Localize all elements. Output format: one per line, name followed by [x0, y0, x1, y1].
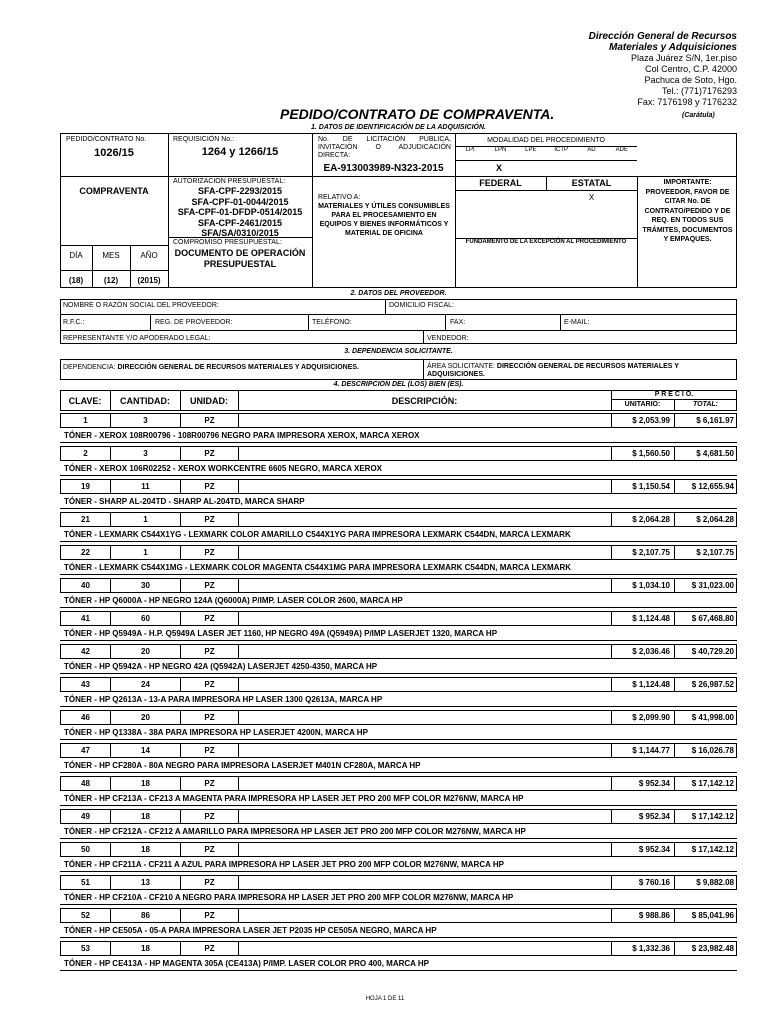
cell-unidad: PZ [181, 645, 239, 658]
cell-blank [239, 777, 612, 790]
modalidad-options [455, 147, 637, 153]
cell-total: $ 4,681.50 [696, 449, 734, 458]
cell-cantidad: 18 [111, 777, 181, 790]
cell-cantidad: 18 [111, 810, 181, 823]
cell-total: $ 26,987.52 [691, 680, 734, 689]
relativo-label: RELATIVO A: [318, 194, 361, 201]
modalidad-ad: AD [587, 147, 596, 153]
header-clave: CLAVE: [68, 396, 102, 406]
cell-clave: 41 [61, 612, 111, 625]
licitacion-number: EA-913003989-N323-2015 [323, 163, 444, 174]
item-description: TÓNER - LEXMARK C544X1MG - LEXMARK COLOR MAGENTA C544X1MG PARA IMPRESORA LEXMARK C544DN, MARCA LEXMARK [64, 563, 572, 572]
table-row [60, 512, 737, 527]
section-3-title: 3. DEPENDENCIA SOLICITANTE. [344, 348, 453, 355]
modalidad-mark: X [496, 163, 503, 173]
cell-unitario: $ 2,064.28 [612, 513, 675, 526]
modalidad-lpe: LPE [525, 147, 537, 153]
cell-clave: 49 [61, 810, 111, 823]
cell-cantidad: 24 [111, 678, 181, 691]
table-row [60, 743, 737, 758]
document-title: PEDIDO/CONTRATO DE COMPRAVENTA. [280, 106, 555, 122]
table-row [60, 677, 737, 692]
compromiso-value: DOCUMENTO DE OPERACIÓN PRESUPUESTAL [174, 248, 306, 269]
cell-clave: 53 [61, 942, 111, 955]
rfc-label: R.F.C.: [63, 319, 85, 326]
cell-unitario: $ 952.34 [612, 810, 675, 823]
cell-unitario: $ 2,053.99 [612, 414, 675, 427]
vendedor-label: VENDEDOR: [427, 335, 469, 342]
item-description: TÓNER - HP Q6000A - HP NEGRO 124A (Q6000A) P/IMP. LASER COLOR 2600, MARCA HP [64, 596, 403, 605]
cell-clave: 43 [61, 678, 111, 691]
cell-cantidad: 13 [111, 876, 181, 889]
cell-blank [239, 414, 612, 427]
modalidad-ictp: ICTP [554, 147, 568, 153]
table-row [60, 908, 737, 923]
cell-cantidad: 11 [111, 480, 181, 493]
cell-blank [239, 711, 612, 724]
requisicion-number: 1264 y 1266/15 [201, 146, 279, 158]
cell-unidad: PZ [181, 447, 239, 460]
table-row [60, 611, 737, 626]
cell-unitario: $ 760.16 [612, 876, 675, 889]
fax: Fax: 7176198 y 7176232 [637, 97, 737, 107]
cell-unitario: $ 2,099.90 [612, 711, 675, 724]
cell-blank [239, 612, 612, 625]
address-line1: Plaza Juárez S/N, 1er.piso [630, 53, 737, 63]
item-description: TÓNER - HP Q5949A - H.P. Q5949A LASER JET 1160, HP NEGRO 49A (Q5949A) P/IMP LASERJET 1320, MARCA HP [64, 629, 498, 638]
cell-total: $ 17,142.12 [691, 812, 734, 821]
cell-blank [239, 909, 612, 922]
cell-unidad: PZ [181, 744, 239, 757]
dependencia-value: DIRECCIÓN GENERAL DE RECURSOS MATERIALES Y ADQUISICIONES. [117, 364, 359, 371]
cell-total: $ 85,041.96 [691, 911, 734, 920]
estatal-mark: X [588, 193, 595, 202]
telefono-label: TELÉFONO: [312, 319, 352, 326]
table-row [60, 941, 737, 956]
cell-total: $ 6,161.97 [696, 416, 734, 425]
dia-label: DÍA [69, 251, 83, 260]
email-label: E-MAIL: [564, 319, 590, 326]
cell-unitario: $ 952.34 [612, 843, 675, 856]
item-description: TÓNER - HP CE505A - 05-A PARA IMPRESORA LASER JET P2035 HP CE505A NEGRO, MARCA HP [64, 926, 437, 935]
modalidad-lpn: LPN [494, 147, 507, 153]
dia-value: (18) [68, 276, 84, 285]
cell-clave: 46 [61, 711, 111, 724]
cell-unitario: $ 988.86 [612, 909, 675, 922]
cell-unidad: PZ [181, 777, 239, 790]
cell-total: $ 12,655.94 [691, 482, 734, 491]
address-line3: Pachuca de Soto, Hgo. [644, 75, 737, 85]
contract-type: COMPRAVENTA [79, 186, 149, 196]
area-label: ÁREA SOLICITANTE: [427, 363, 495, 370]
cell-unitario: $ 1,560.50 [612, 447, 675, 460]
cell-total: $ 40,729.20 [691, 647, 734, 656]
cell-unitario: $ 1,150.54 [612, 480, 675, 493]
cell-unidad: PZ [181, 579, 239, 592]
cell-total: $ 16,026.78 [691, 746, 734, 755]
licitacion-label: No. DE LICITACIÓN PÚBLICA, INVITACIÓN O ADJUDICACIÓN DIRECTA: [318, 136, 451, 159]
cell-cantidad: 3 [111, 447, 181, 460]
cell-blank [239, 843, 612, 856]
cell-unitario: $ 2,107.75 [612, 546, 675, 559]
cell-total: $ 2,107.75 [696, 548, 734, 557]
anio-value: (2015) [137, 276, 161, 285]
cell-unidad: PZ [181, 711, 239, 724]
autorizacion-item: SFA-CPF-01-DFDP-0514/2015 [177, 207, 303, 217]
area-value: DIRECCIÓN GENERAL DE RECURSOS MATERIALES Y ADQUISICIONES. [427, 363, 679, 378]
autorizaciones-list [168, 186, 312, 239]
table-row [60, 809, 737, 824]
cell-total: $ 67,468.80 [691, 614, 734, 623]
cell-blank [239, 447, 612, 460]
nombre-label: NOMBRE O RAZÓN SOCIAL DEL PROVEEDOR: [63, 302, 219, 309]
cell-unidad: PZ [181, 480, 239, 493]
cell-unidad: PZ [181, 810, 239, 823]
issuer-header [589, 31, 737, 108]
cell-total: $ 2,064.28 [696, 515, 734, 524]
cell-blank [239, 810, 612, 823]
cell-unitario: $ 1,144.77 [612, 744, 675, 757]
compromiso-label: COMPROMISO PRESUPUESTAL: [173, 239, 282, 246]
caratula-label: (Carátula) [682, 112, 715, 119]
item-description: TÓNER - HP CF210A - CF210 A NEGRO PARA IMPRESORA HP LASER JET PRO 200 MFP COLOR M276NW, MARCA HP [64, 893, 514, 902]
item-description: TÓNER - XEROX 106R02252 - XEROX WORKCENTRE 6605 NEGRO, MARCA XEROX [64, 464, 382, 473]
cell-cantidad: 1 [111, 513, 181, 526]
cell-clave: 2 [61, 447, 111, 460]
cell-total: $ 17,142.12 [691, 845, 734, 854]
table-row [60, 446, 737, 461]
autorizacion-item: SFA-CPF-01-0044/2015 [191, 196, 289, 207]
item-description: TÓNER - SHARP AL-204TD - SHARP AL-204TD, MARCA SHARP [64, 497, 305, 506]
item-description: TÓNER - HP Q1338A - 38A PARA IMPRESORA HP LASERJET 4200N, MARCA HP [64, 728, 368, 737]
table-row [60, 545, 737, 560]
table-row [60, 875, 737, 890]
cell-total: $ 41,998.00 [691, 713, 734, 722]
cell-clave: 1 [61, 414, 111, 427]
item-description: TÓNER - HP CF280A - 80A NEGRO PARA IMPRESORA LASERJET M401N CF280A, MARCA HP [64, 761, 421, 770]
important-note: IMPORTANTE: PROVEEDOR, FAVOR DE CITAR No. DE CONTRATO/PEDIDO Y DE REQ. EN TODOS SUS TRÁMITES, DOCUMENTOS Y EMPAQUES. [642, 179, 733, 243]
autorizacion-item: SFA/SA/0310/2015 [201, 228, 279, 238]
table-row [60, 413, 737, 428]
header-unitario: UNITARIO: [624, 401, 661, 408]
item-description: TÓNER - HP CF211A - CF211 A AZUL PARA IMPRESORA HP LASER JET PRO 200 MFP COLOR M276NW, MARCA HP [64, 860, 504, 869]
requisicion-label: REQUISICIÓN No.: [173, 136, 235, 143]
address-line2: Col Centro, C.P. 42000 [645, 64, 737, 74]
cell-unitario: $ 1,034.10 [612, 579, 675, 592]
cell-unitario: $ 1,124.48 [612, 612, 675, 625]
cell-blank [239, 876, 612, 889]
cell-unitario: $ 952.34 [612, 777, 675, 790]
table-row [60, 644, 737, 659]
modalidad-label: MODALIDAD DEL PROCEDIMIENTO [487, 137, 605, 144]
cell-clave: 52 [61, 909, 111, 922]
autorizacion-label: AUTORIZACIÓN PRESUPUESTAL: [173, 178, 286, 185]
cell-unitario: $ 2,036.46 [612, 645, 675, 658]
federal-label: FEDERAL [479, 178, 522, 188]
mes-label: MES [102, 251, 120, 260]
cell-cantidad: 60 [111, 612, 181, 625]
mes-value: (12) [103, 276, 119, 285]
table-row [60, 578, 737, 593]
cell-clave: 48 [61, 777, 111, 790]
cell-unidad: PZ [181, 546, 239, 559]
cell-clave: 50 [61, 843, 111, 856]
representante-label: REPRESENTANTE Y/O APODERADO LEGAL: [63, 335, 211, 342]
relativo-value: MATERIALES Y ÚTILES CONSUMIBLES PARA EL PROCESAMIENTO EN EQUIPOS Y BIENES INFORMÁTICOS Y MATERIAL DE OFICINA [318, 203, 450, 237]
cell-clave: 40 [61, 579, 111, 592]
fundamento-label: FUNDAMENTO DE LA EXCEPCIÓN AL PROCEDIMIENTO [465, 239, 627, 245]
cell-cantidad: 18 [111, 843, 181, 856]
cell-clave: 21 [61, 513, 111, 526]
cell-blank [239, 480, 612, 493]
item-description: TÓNER - LEXMARK C544X1YG - LEXMARK COLOR AMARILLO C544X1YG PARA IMPRESORA LEXMARK C544DN, MARCA LEXMARK [64, 530, 571, 539]
anio-label: AÑO [140, 251, 158, 260]
section-2-title: 2. DATOS DEL PROVEEDOR. [350, 290, 447, 297]
cell-cantidad: 1 [111, 546, 181, 559]
domicilio-label: DOMICILIO FISCAL: [389, 302, 454, 309]
cell-total: $ 17,142.12 [691, 779, 734, 788]
cell-unidad: PZ [181, 414, 239, 427]
header-cantidad: CANTIDAD: [120, 396, 170, 406]
cell-unidad: PZ [181, 876, 239, 889]
cell-clave: 19 [61, 480, 111, 493]
cell-blank [239, 942, 612, 955]
org-line1: Dirección General de Recursos [588, 31, 737, 42]
header-total: TOTAL: [692, 401, 718, 408]
cell-unidad: PZ [181, 909, 239, 922]
cell-unidad: PZ [181, 612, 239, 625]
header-precio: P R E C I O. [654, 391, 694, 398]
table-row [60, 842, 737, 857]
section-1-title: 1. DATOS DE IDENTIFICACIÓN DE LA ADQUISICIÓN. [310, 124, 486, 131]
cell-blank [239, 579, 612, 592]
cell-blank [239, 744, 612, 757]
fax-label: FAX: [450, 319, 466, 326]
cell-total: $ 31,023.00 [691, 581, 734, 590]
cell-unidad: PZ [181, 678, 239, 691]
pedido-number: 1026/15 [94, 147, 134, 159]
modalidad-lpi: LPI [465, 147, 475, 153]
cell-blank [239, 645, 612, 658]
cell-blank [239, 678, 612, 691]
page-footer: HOJA 1 DE 11 [365, 996, 405, 1002]
section-4-title: 4. DESCRIPCIÓN DEL (LOS) BIEN (ES). [333, 381, 464, 388]
reg-proveedor-label: REG. DE PROVEEDOR: [155, 319, 233, 326]
cell-cantidad: 14 [111, 744, 181, 757]
pedido-label: PEDIDO/CONTRATO No. [66, 136, 147, 143]
item-description: TÓNER - HP Q2613A - 13-A PARA IMPRESORA HP LASER 1300 Q2613A, MARCA HP [64, 695, 383, 704]
cell-unidad: PZ [181, 843, 239, 856]
cell-total: $ 23,982.48 [691, 944, 734, 953]
cell-total: $ 9,882.08 [696, 878, 734, 887]
item-description: TÓNER - HP Q5942A - HP NEGRO 42A (Q5942A) LASERJET 4250-4350, MARCA HP [64, 662, 378, 671]
cell-clave: 22 [61, 546, 111, 559]
item-description: TÓNER - HP CF212A - CF212 A AMARILLO PARA IMPRESORA HP LASER JET PRO 200 MFP COLOR M276NW, MARCA HP [64, 827, 526, 836]
table-row [60, 776, 737, 791]
cell-unidad: PZ [181, 513, 239, 526]
org-line2: Materiales y Adquisiciones [608, 42, 737, 53]
autorizacion-item: SFA-CPF-2461/2015 [197, 217, 283, 228]
cell-cantidad: 30 [111, 579, 181, 592]
estatal-label: ESTATAL [571, 178, 612, 188]
header-descripcion: DESCRIPCIÓN: [391, 396, 458, 406]
cell-clave: 42 [61, 645, 111, 658]
cell-clave: 51 [61, 876, 111, 889]
cell-cantidad: 3 [111, 414, 181, 427]
table-row [60, 479, 737, 494]
autorizacion-item: SFA-CPF-2293/2015 [197, 186, 283, 196]
item-description: TÓNER - HP CF213A - CF213 A MAGENTA PARA IMPRESORA HP LASER JET PRO 200 MFP COLOR M276NW, MARCA HP [64, 794, 524, 803]
item-description: TÓNER - HP CE413A - HP MAGENTA 305A (CE413A) P/IMP. LASER COLOR PRO 400, MARCA HP [64, 959, 429, 968]
cell-cantidad: 20 [111, 645, 181, 658]
cell-unitario: $ 1,124.48 [612, 678, 675, 691]
cell-blank [239, 513, 612, 526]
table-row [60, 710, 737, 725]
cell-cantidad: 18 [111, 942, 181, 955]
cell-unitario: $ 1,332.36 [612, 942, 675, 955]
cell-cantidad: 86 [111, 909, 181, 922]
cell-cantidad: 20 [111, 711, 181, 724]
dependencia-label: DEPENDENCIA: [63, 364, 116, 371]
cell-unidad: PZ [181, 942, 239, 955]
modalidad-ade: ADE [615, 147, 628, 153]
item-description: TÓNER - XEROX 108R00796 - 108R00796 NEGRO PARA IMPRESORA XEROX, MARCA XEROX [64, 431, 420, 440]
cell-blank [239, 546, 612, 559]
phone: Tel.: (771)7176293 [661, 86, 737, 96]
cell-clave: 47 [61, 744, 111, 757]
header-unidad: UNIDAD: [190, 396, 228, 406]
